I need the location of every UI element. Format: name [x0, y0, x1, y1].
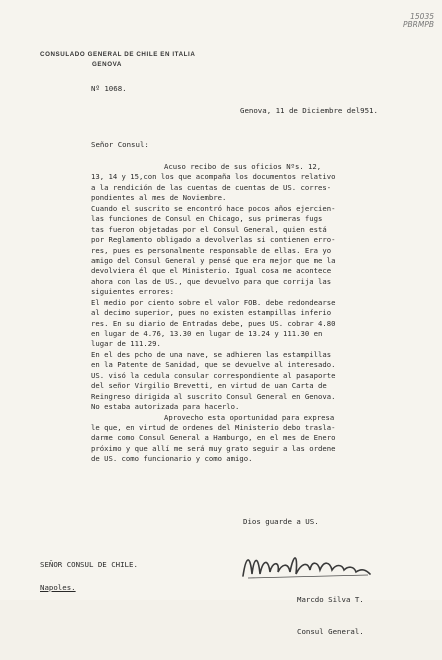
recipient-city: Napoles.	[40, 583, 76, 592]
body-line: devolviera él que el Ministerio. Igual cosa me acontece	[91, 266, 332, 276]
handwritten-ref-2: PBRMPB	[402, 20, 434, 29]
body-line: Cuando el suscrito se encontró hace pocos años ejercien-	[91, 203, 336, 213]
body-line: El medio por ciento sobre el valor FOB. debe redondearse	[91, 297, 336, 307]
body-line: en la Patente de Sanidad, que se devuelve al interesado.	[91, 360, 336, 370]
letter-body	[91, 162, 436, 465]
closing-line: Dios guarde a US.	[243, 517, 319, 526]
letterhead-line2: GENOVA	[92, 61, 122, 68]
handwritten-reference	[400, 13, 434, 29]
document-number: Nº 1068.	[91, 84, 127, 93]
letterhead-line1: CONSULADO GENERAL DE CHILE EN ITALIA	[40, 51, 196, 58]
body-line: próximo y que allí me será muy grato seguir a las ordene	[91, 443, 336, 453]
signer-block	[297, 571, 364, 660]
body-line: de US. como funcionario y como amigo.	[91, 454, 253, 464]
body-line: Aprovecho esta oportunidad para expresa	[164, 412, 335, 422]
body-line: darme como Consul General a Hamburgo, en el mes de Enero	[91, 433, 336, 443]
body-line: en lugar de 4.76, 13.30 en lugar de 13.24 y 111.30 en	[91, 329, 323, 338]
body-line: tas fueron objetadas por el Consul General, quien está	[91, 224, 327, 234]
handwritten-ref-1: 15035	[410, 12, 434, 21]
body-line: res. En su diario de Entradas debe, pues US. cobrar 4.80	[91, 318, 336, 328]
body-line: las funciones de Consul en Chicago, sus primeras fugs	[91, 214, 323, 224]
body-line: Reingreso dirigida al suscrito Consul General en Genova.	[91, 391, 336, 401]
body-line: le que, en virtud de ordenes del Ministerio debo trasla-	[91, 422, 336, 432]
letter-date: Genova, 11 de Diciembre del951.	[240, 106, 378, 115]
body-line: amigo del Consul General y pensé que era mejor que me la	[91, 255, 336, 265]
recipient-line: SEÑOR CONSUL DE CHILE.	[40, 560, 138, 569]
body-line: lugar de 111.29.	[91, 339, 161, 349]
letterhead	[40, 51, 240, 68]
body-line: Acuso recibo de sus oficios Nºs. 12,	[164, 162, 322, 171]
body-line: siguientes errores:	[91, 287, 174, 297]
salutation: Señor Consul:	[91, 140, 149, 149]
body-line: al decimo superior, pues no existen estampillas inferio	[91, 308, 332, 318]
body-line: del señor Virgilio Brevetti, en virtud de uan Carta de	[91, 381, 327, 391]
body-line: No estaba autorizada para hacerlo.	[91, 402, 240, 412]
body-line: por Reglamento obligado a devolverlas si contienen erro-	[91, 235, 336, 245]
body-line: pondientes al mes de Noviembre.	[91, 193, 227, 203]
body-line: US. visó la cedula consular correspondiente al pasaporte	[91, 370, 336, 380]
signer-name: Marcdo Silva T.	[297, 594, 364, 604]
signer-title: Consul General.	[297, 627, 364, 637]
body-line: res, pues es personalmente responsable de ellas. Era yo	[91, 245, 332, 255]
body-line: ahora con las de US., que devuelvo para que corrija las	[91, 276, 332, 286]
body-line: En el des pcho de una nave, se adhieren las estampillas	[91, 349, 332, 359]
body-line: 13, 14 y 15,con los que acompaña los documentos relativo	[91, 172, 336, 182]
body-line: a la rendición de las cuentas de cuentas de US. corres-	[91, 182, 332, 192]
